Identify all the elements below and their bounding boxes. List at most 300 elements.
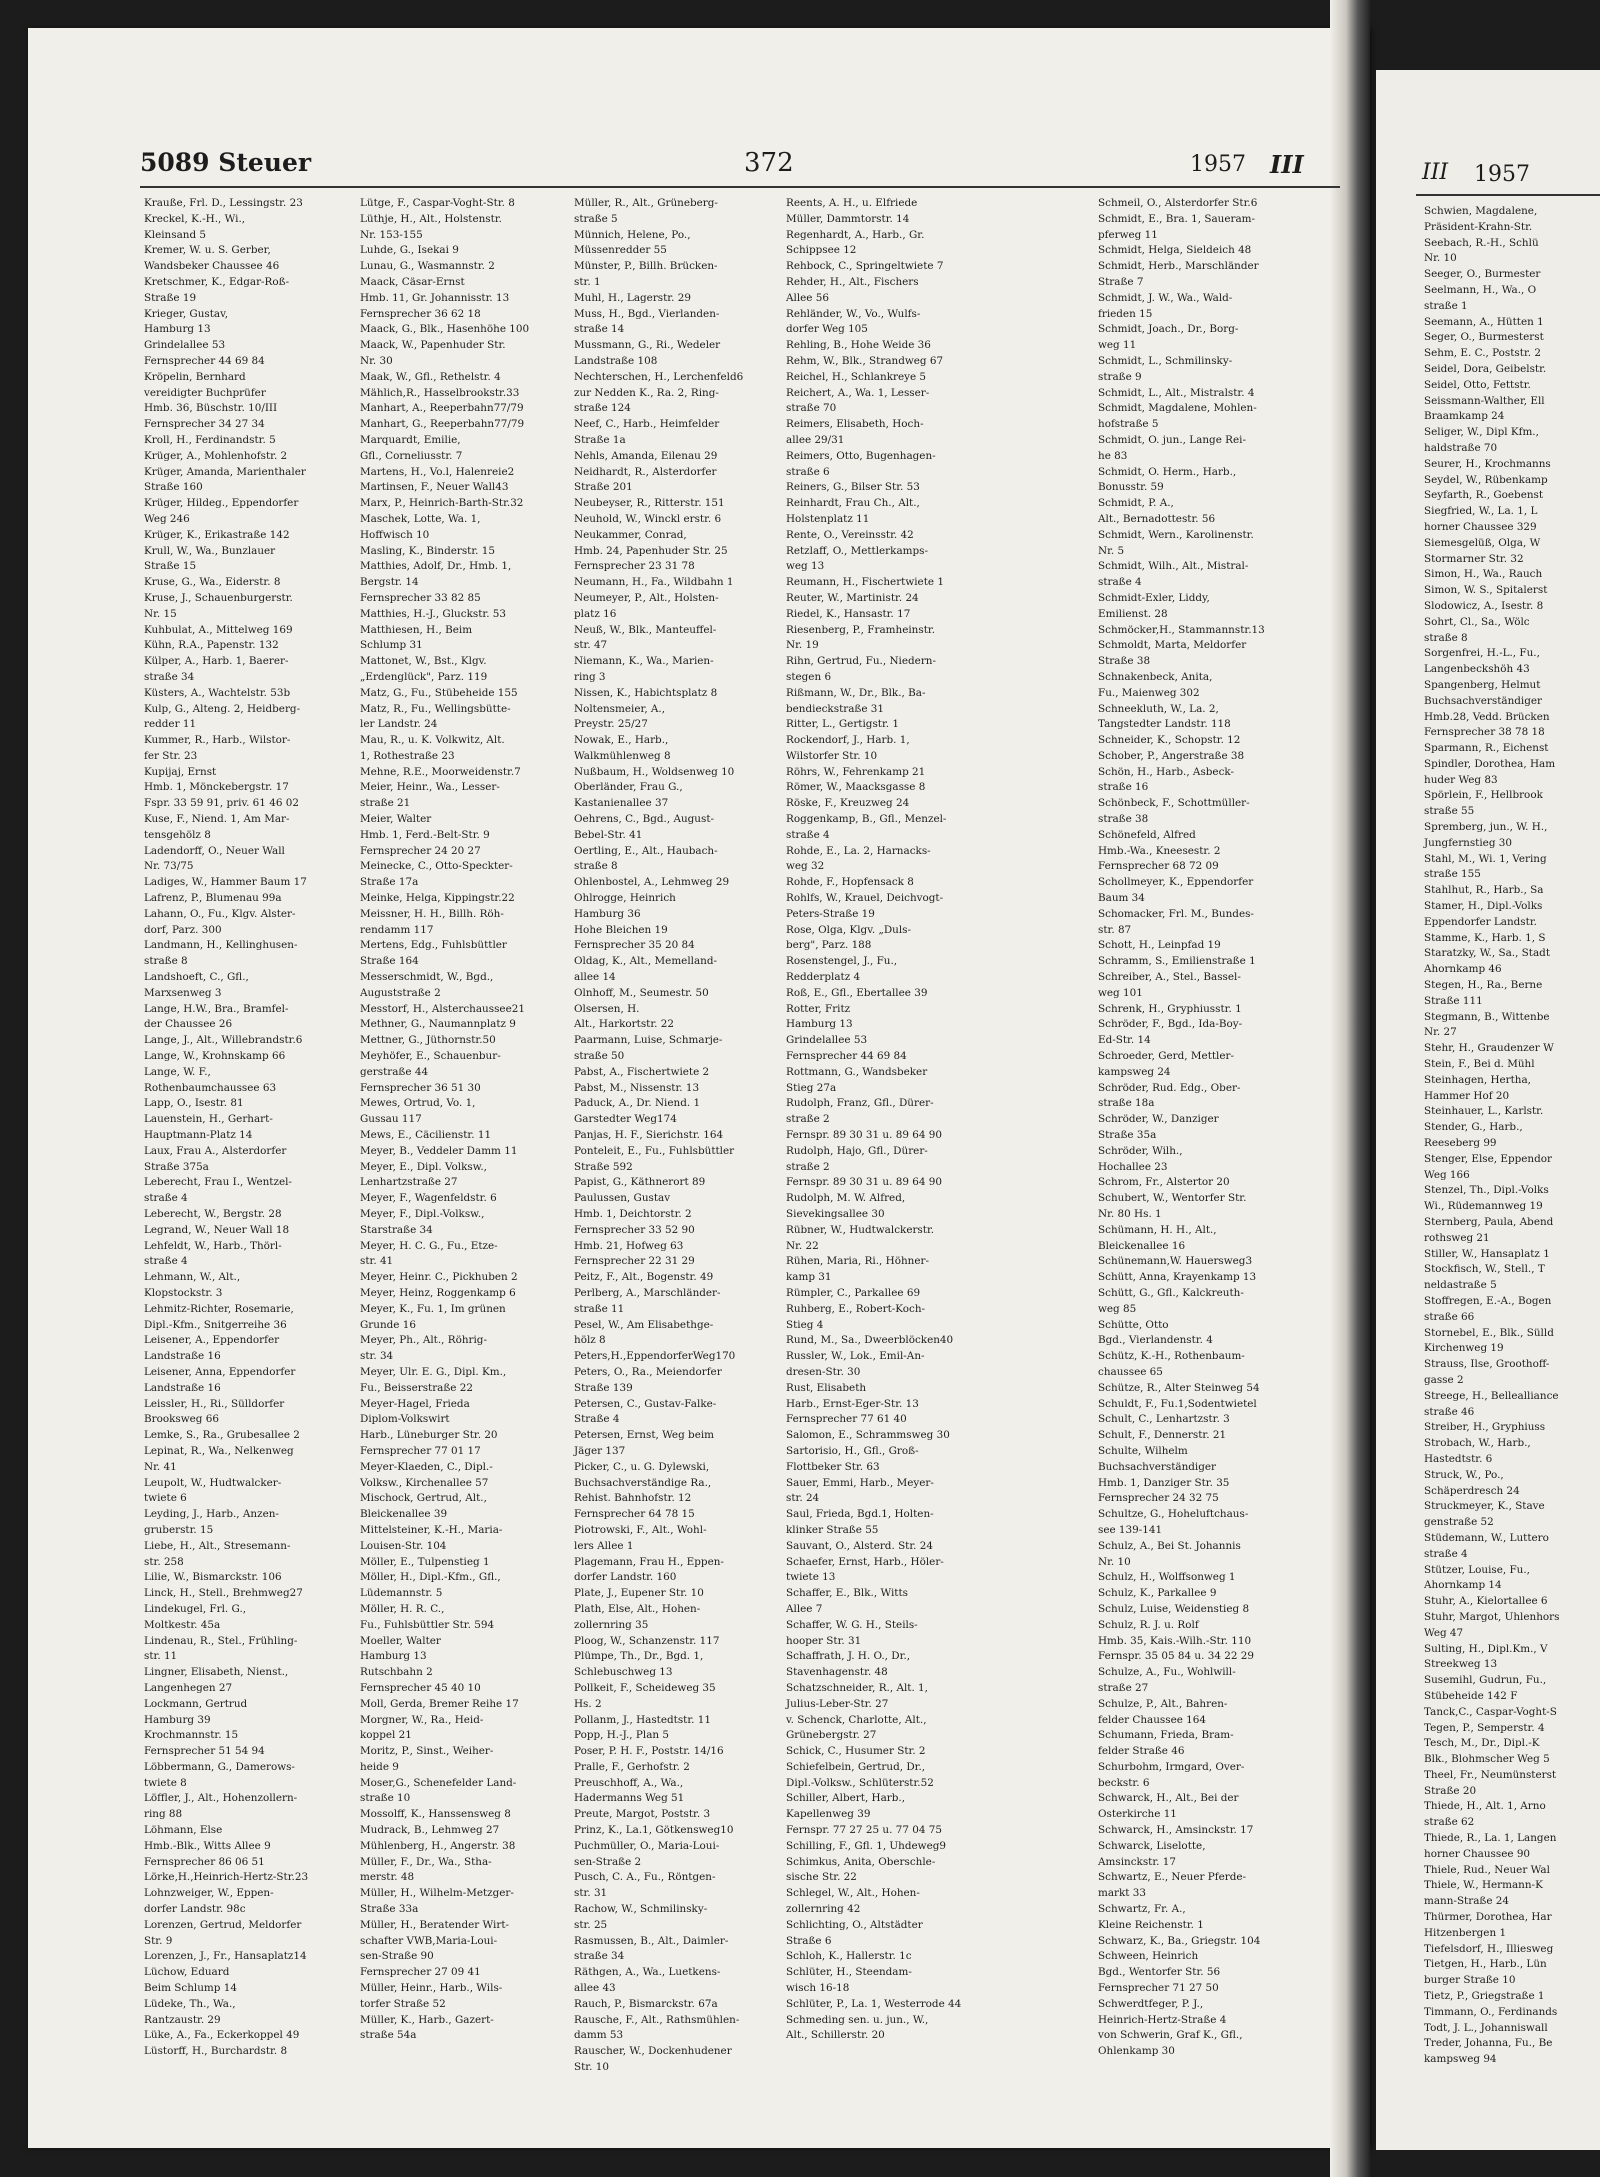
right-page-header-rule bbox=[1416, 194, 1600, 196]
directory-entry-line: Reents, A. H., u. Elfriede bbox=[786, 197, 918, 209]
directory-entry-line: Rübner, W., Hudtwalckerstr. bbox=[786, 1223, 935, 1236]
directory-entry-line: Bonusstr. 59 bbox=[1098, 481, 1164, 494]
directory-entry-line: Alt., Harkortstr. 22 bbox=[574, 1018, 674, 1031]
directory-entry-line: Diplom-Volkswirt bbox=[360, 1413, 450, 1426]
directory-entry-line: straße 4 bbox=[144, 1255, 188, 1268]
directory-entry-line: Harb., Ernst-Eger-Str. 13 bbox=[786, 1397, 919, 1410]
directory-entry-line: Schulz, K., Parkallee 9 bbox=[1098, 1587, 1217, 1600]
directory-entry-line: Langenbeckshöh 43 bbox=[1424, 663, 1530, 676]
directory-entry-line: Papist, G., Käthnerort 89 bbox=[574, 1176, 706, 1189]
directory-entry-line: Möller, H. R. C., bbox=[360, 1602, 445, 1615]
directory-entry-line: Leupolt, W., Hudtwalcker- bbox=[144, 1476, 282, 1489]
directory-entry-line: Schmöcker,H., Stammannstr.13 bbox=[1098, 623, 1265, 636]
directory-entry-line: Seydel, W., Rübenkamp bbox=[1424, 473, 1548, 486]
directory-entry-line: Seger, O., Burmesterst bbox=[1424, 331, 1544, 344]
directory-entry-line: Osterkirche 11 bbox=[1098, 1808, 1177, 1821]
directory-entry-line: Fernsprecher 34 27 34 bbox=[144, 418, 265, 431]
directory-entry-line: dresen-Str. 30 bbox=[786, 1365, 861, 1378]
directory-entry-line: Schiller, Albert, Harb., bbox=[786, 1792, 906, 1805]
directory-entry-line: Kühn, R.A., Papenstr. 132 bbox=[144, 639, 279, 652]
directory-entry-line: Lüdeke, Th., Wa., bbox=[144, 1997, 236, 2010]
directory-entry-line: Walkmühlenweg 8 bbox=[574, 749, 671, 762]
directory-entry-line: Mattonet, W., Bst., Klgv. bbox=[360, 655, 487, 668]
directory-entry-line: Küsters, A., Wachtelstr. 53b bbox=[144, 686, 291, 699]
directory-entry-line: Pollanm, J., Hastedtstr. 11 bbox=[574, 1713, 711, 1726]
directory-entry-line: Fernsprecher 36 62 18 bbox=[360, 307, 481, 320]
directory-entry-line: Kummer, R., Harb., Wilstor- bbox=[144, 734, 291, 747]
directory-entry-line: weg 85 bbox=[1098, 1302, 1137, 1315]
directory-entry-line: Schilling, F., Gfl. 1, Uhdeweg9 bbox=[786, 1839, 946, 1852]
directory-entry-line: Poser, P. H. F., Poststr. 14/16 bbox=[574, 1745, 724, 1758]
directory-entry-line: Hitzenbergen 1 bbox=[1424, 1926, 1507, 1939]
directory-entry-line: Petersen, C., Gustav-Falke- bbox=[574, 1397, 717, 1410]
directory-entry-line: Redderplatz 4 bbox=[786, 971, 861, 984]
directory-entry-line: Heinrich-Hertz-Straße 4 bbox=[1098, 2013, 1227, 2026]
directory-entry-line: Tegen, P., Semperstr. 4 bbox=[1424, 1721, 1545, 1734]
directory-entry-line: Hastedtstr. 6 bbox=[1424, 1452, 1493, 1465]
directory-entry-line: Reichel, H., Schlankreye 5 bbox=[786, 370, 927, 383]
directory-entry-line: Meyer-Klaeden, C., Dipl.- bbox=[360, 1460, 493, 1473]
directory-entry-line: Ruhberg, E., Robert-Koch- bbox=[786, 1302, 926, 1315]
directory-entry-line: Fernsprecher 22 31 29 bbox=[574, 1255, 695, 1268]
page-volume: III bbox=[1270, 150, 1304, 179]
directory-entry-line: Meinecke, C., Otto-Speckter- bbox=[360, 860, 513, 873]
directory-entry-line: Rehling, B., Hohe Weide 36 bbox=[786, 339, 931, 352]
directory-entry-line: Olsersen, H. bbox=[574, 1002, 640, 1015]
directory-entry-line: Krüger, K., Erikastraße 142 bbox=[144, 528, 290, 541]
directory-entry-line: damm 53 bbox=[574, 2029, 624, 2042]
directory-entry-line: Picker, C., u. G. Dylewski, bbox=[574, 1460, 710, 1473]
directory-entry-line: straße 66 bbox=[1424, 1310, 1475, 1323]
directory-entry-line: Schütt, G., Gfl., Kalckreuth- bbox=[1098, 1286, 1244, 1299]
directory-entry-line: Ahornkamp 14 bbox=[1424, 1579, 1502, 1592]
directory-entry-line: Rottmann, G., Wandsbeker bbox=[786, 1065, 928, 1078]
directory-entry-line: Rohde, E., La. 2, Harnacks- bbox=[786, 844, 931, 857]
directory-entry-line: Martinsen, F., Neuer Wall43 bbox=[360, 481, 509, 494]
directory-entry-line: Krüger, A., Mohlenhofstr. 2 bbox=[144, 449, 288, 462]
directory-entry-line: Stüdemann, W., Luttero bbox=[1424, 1531, 1549, 1544]
directory-entry-line: Maack, Cäsar-Ernst bbox=[360, 275, 465, 288]
directory-entry-line: Lüdemannstr. 5 bbox=[360, 1587, 443, 1600]
directory-entry-line: Rohlfs, W., Krauel, Deichvogt- bbox=[786, 892, 944, 905]
directory-entry-line: straße 18a bbox=[1098, 1097, 1155, 1110]
directory-entry-line: Meyer, F., Wagenfeldstr. 6 bbox=[360, 1192, 497, 1205]
directory-entry-line: Straße 38 bbox=[1098, 655, 1151, 668]
directory-entry-line: Müller, H., Wilhelm-Metzger- bbox=[360, 1887, 514, 1900]
directory-entry-line: Moltkestr. 45a bbox=[144, 1618, 221, 1631]
directory-entry-line: Lütge, F., Caspar-Voght-Str. 8 bbox=[360, 197, 515, 209]
directory-entry-line: Mudrack, B., Lehmweg 27 bbox=[360, 1824, 500, 1837]
directory-entry-line: Brooksweg 66 bbox=[144, 1413, 219, 1426]
directory-entry-line: Meyer, Ulr. E. G., Dipl. Km., bbox=[360, 1365, 507, 1378]
directory-entry-line: Timmann, O., Ferdinands bbox=[1424, 2005, 1558, 2018]
directory-entry-line: Schneider, K., Schopstr. 12 bbox=[1098, 734, 1241, 747]
directory-entry-line: Lindenau, R., Stel., Frühling- bbox=[144, 1634, 298, 1647]
directory-entry-line: Landstraße 16 bbox=[144, 1381, 221, 1394]
directory-entry-line: Schloh, K., Hallerstr. 1c bbox=[786, 1950, 912, 1963]
directory-entry-line: twiete 13 bbox=[786, 1571, 836, 1584]
directory-entry-line: von Schwerin, Graf K., Gfl., bbox=[1098, 2029, 1243, 2042]
directory-entry-line: Moritz, P., Sinst., Weiher- bbox=[360, 1745, 494, 1758]
directory-entry-line: Oldag, K., Alt., Memelland- bbox=[574, 955, 718, 968]
directory-entry-line: Lindekugel, Frl. G., bbox=[144, 1602, 247, 1615]
directory-entry-line: weg 101 bbox=[1098, 986, 1143, 999]
directory-entry-line: Schulze, A., Fu., Wohlwill- bbox=[1098, 1666, 1236, 1679]
directory-entry-line: Struck, W., Po., bbox=[1424, 1468, 1504, 1481]
directory-entry-line: Fernsprecher 51 54 94 bbox=[144, 1745, 265, 1758]
directory-entry-line: Schütze, R., Alter Steinweg 54 bbox=[1098, 1381, 1260, 1394]
directory-entry-line: Fernsprecher 77 01 17 bbox=[360, 1444, 481, 1457]
directory-entry-line: str. 1 bbox=[574, 275, 601, 288]
directory-entry-line: Spörlein, F., Hellbrook bbox=[1424, 789, 1543, 802]
directory-entry-line: hofstraße 5 bbox=[1098, 418, 1159, 431]
directory-entry-line: Schmidt, E., Bra. 1, Saueram- bbox=[1098, 212, 1256, 225]
directory-entry-line: Schütt, Anna, Krayenkamp 13 bbox=[1098, 1271, 1257, 1284]
directory-entry-line: Buchsachverständiger bbox=[1424, 694, 1543, 707]
directory-entry-line: str. 24 bbox=[786, 1492, 820, 1505]
directory-entry-line: Meyhöfer, E., Schauenbur- bbox=[360, 1050, 501, 1063]
directory-entry-line: Meier, Walter bbox=[360, 813, 432, 826]
directory-entry-line: koppel 21 bbox=[360, 1729, 412, 1742]
directory-entry-line: Lüstorff, H., Burchardstr. 8 bbox=[144, 2045, 288, 2058]
directory-entry-line: Lohnzweiger, W., Eppen- bbox=[144, 1887, 274, 1900]
directory-entry-line: Grindelallee 53 bbox=[144, 339, 226, 352]
directory-entry-line: Sternberg, Paula, Abend bbox=[1424, 1216, 1554, 1228]
directory-entry-line: Blk., Blohmscher Weg 5 bbox=[1424, 1753, 1550, 1766]
directory-entry-line: Manhart, G., Reeperbahn77/79 bbox=[360, 418, 525, 431]
directory-entry-line: Ritter, L., Gertigstr. 1 bbox=[786, 718, 900, 731]
directory-entry-line: Schatzschneider, R., Alt. 1, bbox=[786, 1681, 928, 1694]
directory-entry-line: Oberländer, Frau G., bbox=[574, 781, 683, 794]
page-number: 372 bbox=[744, 148, 794, 178]
directory-entry-line: Tangstedter Landstr. 118 bbox=[1098, 718, 1231, 731]
directory-entry-line: Volksw., Kirchenallee 57 bbox=[360, 1476, 489, 1489]
directory-entry-line: markt 33 bbox=[1098, 1887, 1147, 1900]
directory-entry-line: Messerschmidt, W., Bgd., bbox=[360, 971, 494, 984]
directory-entry-line: Schwien, Magdalene, bbox=[1424, 205, 1538, 217]
directory-entry-line: allee 29/31 bbox=[786, 433, 845, 446]
directory-entry-line: Hmb. 1, Danziger Str. 35 bbox=[1098, 1476, 1230, 1489]
directory-entry-line: Thiede, H., Alt. 1, Arno bbox=[1424, 1800, 1546, 1813]
directory-entry-line: Sparmann, R., Eichenst bbox=[1424, 742, 1549, 755]
directory-entry-line: Schwarck, H., Alt., Bei der bbox=[1098, 1792, 1239, 1805]
directory-entry-line: straße 34 bbox=[574, 1950, 625, 1963]
directory-entry-line: Mewes, Ortrud, Vo. 1, bbox=[360, 1097, 476, 1110]
directory-entry-line: Straße 7 bbox=[1098, 275, 1144, 288]
directory-entry-line: Lehmitz-Richter, Rosemarie, bbox=[144, 1302, 294, 1315]
directory-entry-line: Allee 56 bbox=[786, 291, 829, 304]
directory-entry-line: Harb., Lüneburger Str. 20 bbox=[360, 1429, 498, 1442]
directory-entry-line: Meyer-Hagel, Frieda bbox=[360, 1397, 470, 1410]
directory-entry-line: straße 11 bbox=[574, 1302, 625, 1315]
directory-entry-line: Münster, P., Billh. Brücken- bbox=[574, 260, 718, 273]
directory-entry-line: Pralle, F., Gerhofstr. 2 bbox=[574, 1760, 690, 1773]
directory-entry-line: Landstraße 16 bbox=[144, 1350, 221, 1363]
directory-entry-line: Siemesgelüß, Olga, W bbox=[1424, 536, 1541, 549]
directory-entry-line: Seliger, W., Dipl Kfm., bbox=[1424, 426, 1539, 439]
directory-entry-line: Hohe Bleichen 19 bbox=[574, 923, 668, 936]
directory-entry-line: Jäger 137 bbox=[574, 1444, 626, 1457]
directory-entry-line: Schmidt, L., Schmilinsky- bbox=[1098, 354, 1233, 367]
directory-entry-line: Stamer, H., Dipl.-Volks bbox=[1424, 900, 1543, 913]
directory-entry-line: felder Straße 46 bbox=[1098, 1745, 1185, 1758]
directory-entry-line: Krochmannstr. 15 bbox=[144, 1729, 239, 1742]
directory-entry-line: hooper Str. 31 bbox=[786, 1634, 862, 1647]
directory-entry-line: Schwarck, H., Amsinckstr. 17 bbox=[1098, 1824, 1254, 1837]
directory-entry-line: Lahann, O., Fu., Klgv. Alster- bbox=[144, 907, 296, 920]
directory-entry-line: Schrenk, H., Gryphiusstr. 1 bbox=[1098, 1002, 1242, 1015]
directory-entry-line: straße 2 bbox=[786, 1160, 830, 1173]
directory-entry-line: ler Landstr. 24 bbox=[360, 718, 438, 731]
directory-entry-line: Müller, Dammtorstr. 14 bbox=[786, 212, 910, 225]
directory-entry-line: Schultze, G., Hoheluftchaus- bbox=[1098, 1508, 1249, 1521]
directory-entry-line: Paulussen, Gustav bbox=[574, 1192, 671, 1205]
directory-entry-line: Schütz, K.-H., Rothenbaum- bbox=[1098, 1350, 1245, 1363]
directory-entry-line: Lange, J., Alt., Willebrandstr.6 bbox=[144, 1034, 303, 1047]
directory-entry-line: Schmidt, O. jun., Lange Rei- bbox=[1098, 433, 1246, 446]
directory-entry-line: dorfer Weg 105 bbox=[786, 323, 868, 336]
directory-entry-line: Kleinsand 5 bbox=[144, 228, 207, 241]
directory-entry-line: Bgd., Vierlandenstr. 4 bbox=[1098, 1334, 1213, 1347]
directory-entry-line: Krüger, Amanda, Marienthaler bbox=[144, 465, 306, 478]
directory-entry-line: Kirchenweg 19 bbox=[1424, 1342, 1504, 1355]
directory-entry-line: gasse 2 bbox=[1424, 1373, 1464, 1386]
directory-entry-line: dorfer Landstr. 98c bbox=[144, 1903, 246, 1916]
directory-entry-line: gruberstr. 15 bbox=[144, 1523, 214, 1536]
directory-entry-line: Schick, C., Husumer Str. 2 bbox=[786, 1745, 926, 1758]
directory-entry-line: Neuß, W., Blk., Manteuffel- bbox=[574, 623, 717, 636]
directory-entry-line: Ponteleit, E., Fu., Fuhlsbüttler bbox=[574, 1144, 735, 1157]
directory-entry-line: straße 54a bbox=[360, 2029, 417, 2042]
directory-entry-line: mann-Straße 24 bbox=[1424, 1895, 1510, 1908]
directory-entry-line: Meinke, Helga, Kippingstr.22 bbox=[360, 892, 515, 905]
directory-entry-line: Fernsprecher 38 78 18 bbox=[1424, 726, 1545, 739]
directory-entry-line: Peters, O., Ra., Meiendorfer bbox=[574, 1365, 722, 1378]
directory-entry-line: Puchmüller, O., Maria-Loui- bbox=[574, 1839, 720, 1852]
directory-entry-line: straße 155 bbox=[1424, 868, 1481, 881]
directory-entry-line: fer Str. 23 bbox=[144, 749, 198, 762]
directory-entry-line: Matz, R., Fu., Wellingsbütte- bbox=[360, 702, 511, 715]
directory-entry-line: Schwartz, Fr. A., bbox=[1098, 1903, 1186, 1916]
directory-entry-line: Schiefelbein, Gertrud, Dr., bbox=[786, 1760, 926, 1773]
directory-entry-line: Thiede, R., La. 1, Langen bbox=[1424, 1832, 1557, 1845]
directory-entry-line: Reimers, Elisabeth, Hoch- bbox=[786, 418, 924, 431]
directory-entry-line: Schröder, F., Bgd., Ida-Boy- bbox=[1098, 1018, 1243, 1031]
directory-entry-line: Fernspr. 89 30 31 u. 89 64 90 bbox=[786, 1129, 943, 1142]
directory-entry-line: huder Weg 83 bbox=[1424, 773, 1498, 786]
directory-entry-line: genstraße 52 bbox=[1424, 1516, 1494, 1529]
directory-entry-line: Rose, Olga, Klgv. „Duls- bbox=[786, 923, 912, 936]
directory-entry-line: Masling, K., Binderstr. 15 bbox=[360, 544, 496, 557]
directory-entry-line: Rudolph, Hajo, Gfl., Dürer- bbox=[786, 1144, 928, 1157]
directory-entry-line: Hamburg 36 bbox=[574, 907, 641, 920]
directory-entry-line: straße 16 bbox=[1098, 781, 1149, 794]
directory-entry-line: Schulze, P., Alt., Bahren- bbox=[1098, 1697, 1228, 1710]
directory-entry-line: Messtorf, H., Alsterchaussee21 bbox=[360, 1002, 525, 1015]
directory-entry-line: rendamm 117 bbox=[360, 923, 434, 936]
directory-entry-line: Neef, C., Harb., Heimfelder bbox=[574, 418, 720, 431]
directory-entry-line: Flottbeker Str. 63 bbox=[786, 1460, 880, 1473]
directory-entry-line: hölz 8 bbox=[574, 1334, 606, 1347]
directory-entry-line: Maack, G., Blk., Hasenhöhe 100 bbox=[360, 323, 530, 336]
directory-entry-line: Schulz, H., Wolffsonweg 1 bbox=[1098, 1571, 1236, 1584]
directory-entry-line: Allee 7 bbox=[786, 1602, 823, 1615]
directory-entry-line: Rasmussen, B., Alt., Daimler- bbox=[574, 1934, 729, 1947]
directory-entry-line: Plümpe, Th., Dr., Bgd. 1, bbox=[574, 1650, 704, 1663]
directory-entry-line: Bergstr. 14 bbox=[360, 576, 419, 589]
directory-entry-line: Lüchow, Eduard bbox=[144, 1966, 230, 1979]
directory-entry-line: Straße 160 bbox=[144, 481, 203, 494]
directory-entry-line: Ed-Str. 14 bbox=[1098, 1034, 1151, 1047]
directory-entry-line: Popp, H.-J., Plan 5 bbox=[574, 1729, 669, 1742]
directory-entry-line: Stiller, W., Hansaplatz 1 bbox=[1424, 1247, 1550, 1260]
directory-entry-line: Landshoeft, C., Gfl., bbox=[144, 971, 249, 984]
directory-entry-line: Krüger, Hildeg., Eppendorfer bbox=[144, 497, 299, 510]
directory-entry-line: Neumann, H., Fa., Wildbahn 1 bbox=[574, 576, 734, 589]
directory-entry-line: Pollkeit, F., Scheideweg 35 bbox=[574, 1681, 716, 1694]
directory-entry-line: Röske, F., Kreuzweg 24 bbox=[786, 797, 910, 810]
directory-entry-line: Nr. 73/75 bbox=[144, 860, 194, 873]
directory-entry-line: Nr. 41 bbox=[144, 1460, 177, 1473]
page-section-title: 5089 Steuer bbox=[140, 148, 312, 177]
directory-entry-line: Olnhoff, M., Seumestr. 50 bbox=[574, 986, 709, 999]
directory-entry-line: Bleickenallee 39 bbox=[360, 1508, 448, 1521]
directory-entry-line: Reuter, W., Martinistr. 24 bbox=[786, 591, 919, 604]
directory-entry-line: Meyer, E., Dipl. Volksw., bbox=[360, 1160, 487, 1173]
directory-entry-line: Fernsprecher 23 31 78 bbox=[574, 560, 695, 573]
directory-entry-line: Stahl, M., Wi. 1, Vering bbox=[1424, 852, 1547, 865]
directory-entry-line: Krieger, Gustav, bbox=[144, 307, 229, 320]
directory-entry-line: Schlegel, W., Alt., Hohen- bbox=[786, 1887, 920, 1900]
directory-entry-line: Schmidt, J. W., Wa., Wald- bbox=[1098, 291, 1233, 304]
directory-entry-line: Stützer, Louise, Fu., bbox=[1424, 1563, 1530, 1576]
directory-entry-line: Müssenredder 55 bbox=[574, 244, 667, 257]
directory-entry-line: Fernsprecher 71 27 50 bbox=[1098, 1982, 1219, 1995]
directory-entry-line: Sievekingsallee 30 bbox=[786, 1208, 885, 1220]
directory-entry-line: Löhmann, Else bbox=[144, 1824, 223, 1837]
directory-entry-line: Linck, H., Stell., Brehmweg27 bbox=[144, 1587, 303, 1600]
directory-entry-line: v. Schenck, Charlotte, Alt., bbox=[786, 1713, 927, 1726]
directory-entry-line: Reeseberg 99 bbox=[1424, 1137, 1497, 1150]
directory-entry-line: Schurbohm, Irmgard, Over- bbox=[1098, 1760, 1245, 1773]
directory-entry-line: Stenger, Else, Eppendor bbox=[1424, 1152, 1552, 1165]
directory-entry-line: Schön, H., Harb., Asbeck- bbox=[1098, 765, 1235, 778]
directory-entry-line: Stegen, H., Ra., Berne bbox=[1424, 979, 1543, 992]
directory-entry-line: Susemihl, Gudrun, Fu., bbox=[1424, 1674, 1547, 1687]
directory-entry-line: Schreiber, A., Stel., Bassel- bbox=[1098, 971, 1241, 984]
directory-entry-line: Rehbock, C., Springeltwiete 7 bbox=[786, 260, 944, 273]
directory-entry-line: straße 4 bbox=[1098, 576, 1142, 589]
directory-entry-line: Schmeding sen. u. jun., W., bbox=[786, 2013, 929, 2026]
directory-entry-line: Salomon, E., Schrammsweg 30 bbox=[786, 1429, 950, 1442]
directory-entry-line: Moser,G., Schenefelder Land- bbox=[360, 1776, 517, 1789]
directory-entry-line: Wi., Rüdemannweg 19 bbox=[1424, 1200, 1543, 1213]
directory-entry-line: Louisen-Str. 104 bbox=[360, 1539, 447, 1552]
directory-entry-line: Wandsbeker Chaussee 46 bbox=[144, 260, 280, 273]
column-4 bbox=[786, 196, 1086, 2044]
directory-entry-line: heide 9 bbox=[360, 1760, 399, 1773]
column-2 bbox=[360, 196, 565, 2044]
directory-entry-line: see 139-141 bbox=[1098, 1523, 1163, 1536]
directory-entry-line: Nußbaum, H., Woldsenweg 10 bbox=[574, 765, 735, 778]
directory-entry-line: Ladendorff, O., Neuer Wall bbox=[144, 844, 285, 857]
directory-entry-line: Schlüter, H., Steendam- bbox=[786, 1966, 912, 1979]
directory-entry-line: Stuhr, A., Kielortallee 6 bbox=[1424, 1595, 1548, 1608]
directory-entry-line: Rauch, P., Bismarckstr. 67a bbox=[574, 1997, 718, 2010]
directory-entry-line: Riesenberg, P., Framheinstr. bbox=[786, 623, 936, 636]
directory-entry-line: Roß, E., Gfl., Ebertallee 39 bbox=[786, 986, 928, 999]
directory-entry-line: Simon, W. S., Spitalerst bbox=[1424, 584, 1548, 597]
directory-entry-line: Rosenstengel, J., Fu., bbox=[786, 955, 898, 968]
directory-entry-line: Hmb. 11, Gr. Johannisstr. 13 bbox=[360, 291, 510, 304]
directory-entry-line: Rutschbahn 2 bbox=[360, 1666, 433, 1679]
directory-entry-line: Schünemann,W. Hauersweg3 bbox=[1098, 1255, 1253, 1268]
directory-entry-line: Schönefeld, Alfred bbox=[1098, 828, 1196, 841]
directory-entry-line: Marquardt, Emilie, bbox=[360, 433, 461, 446]
directory-entry-line: Starstraße 34 bbox=[360, 1223, 433, 1236]
directory-entry-line: Schuldt, F., Fu.1,Sodentwietel bbox=[1098, 1397, 1257, 1410]
directory-entry-line: Fernspr. 35 05 84 u. 34 22 29 bbox=[1098, 1650, 1255, 1663]
directory-entry-line: neldastraße 5 bbox=[1424, 1279, 1497, 1292]
directory-entry-line: Muss, H., Bgd., Vierlanden- bbox=[574, 307, 720, 320]
directory-entry-line: Seyfarth, R., Goebenst bbox=[1424, 489, 1544, 502]
directory-entry-line: Hmb.-Wa., Kneesestr. 2 bbox=[1098, 844, 1221, 857]
directory-entry-line: Leberecht, Frau I., Wentzel- bbox=[144, 1176, 292, 1189]
directory-entry-line: Luhde, G., Isekai 9 bbox=[360, 244, 459, 257]
directory-entry-line: Oehrens, C., Bgd., August- bbox=[574, 813, 714, 826]
directory-entry-line: Schlump 31 bbox=[360, 639, 423, 652]
directory-entry-line: Piotrowski, F., Alt., Wohl- bbox=[574, 1523, 707, 1536]
directory-entry-line: Auguststraße 2 bbox=[360, 986, 441, 999]
directory-entry-line: Fspr. 33 59 91, priv. 61 46 02 bbox=[144, 797, 299, 810]
directory-entry-line: weg 13 bbox=[786, 560, 825, 573]
directory-entry-line: Schwarck, Liselotte, bbox=[1098, 1839, 1206, 1852]
directory-entry-line: lers Allee 1 bbox=[574, 1539, 634, 1552]
directory-entry-line: Schwartz, E., Neuer Pferde- bbox=[1098, 1871, 1247, 1884]
directory-entry-line: Kremer, W. u. S. Gerber, bbox=[144, 244, 271, 257]
directory-entry-line: rothsweg 21 bbox=[1424, 1231, 1490, 1244]
directory-entry-line: Kuse, F., Niend. 1, Am Mar- bbox=[144, 813, 290, 826]
directory-entry-line: he 83 bbox=[1098, 449, 1128, 462]
directory-entry-line: zur Nedden K., Ra. 2, Ring- bbox=[574, 386, 719, 399]
directory-entry-line: Nr. 27 bbox=[1424, 1026, 1457, 1039]
directory-entry-line: Julius-Leber-Str. 27 bbox=[786, 1697, 889, 1710]
directory-entry-line: Spangenberg, Helmut bbox=[1424, 678, 1541, 691]
directory-entry-line: Stahlhut, R., Harb., Sa bbox=[1424, 884, 1544, 897]
directory-entry-line: Möller, H., Dipl.-Kfm., Gfl., bbox=[360, 1571, 501, 1584]
directory-entry-line: Lüke, A., Fa., Eckerkoppel 49 bbox=[144, 2029, 300, 2042]
directory-entry-line: Rockendorf, J., Harb. 1, bbox=[786, 734, 910, 747]
directory-entry-line: Hauptmann-Platz 14 bbox=[144, 1129, 253, 1142]
directory-entry-line: Ladiges, W., Hammer Baum 17 bbox=[144, 876, 307, 889]
directory-entry-line: Hamburg 13 bbox=[786, 1018, 853, 1031]
directory-entry-line: Garstedter Weg174 bbox=[574, 1113, 677, 1126]
directory-entry-line: weg 11 bbox=[1098, 339, 1137, 352]
directory-entry-line: Schröder, Wilh., bbox=[1098, 1144, 1183, 1157]
directory-entry-line: Thiele, Rud., Neuer Wal bbox=[1424, 1863, 1550, 1876]
directory-entry-line: Siegfried, W., La. 1, L bbox=[1424, 505, 1538, 518]
directory-entry-line: Todt, J. L., Johanniswall bbox=[1424, 2021, 1548, 2034]
directory-entry-line: Schmoldt, Marta, Meldorfer bbox=[1098, 639, 1247, 652]
directory-entry-line: allee 14 bbox=[574, 971, 616, 984]
directory-entry-line: Mehne, R.E., Moorweidenstr.7 bbox=[360, 765, 521, 778]
directory-entry-line: Fernsprecher 36 51 30 bbox=[360, 1081, 481, 1094]
directory-entry-line: Schubert, W., Wentorfer Str. bbox=[1098, 1192, 1247, 1205]
directory-entry-line: Fernsprecher 44 69 84 bbox=[786, 1050, 907, 1063]
directory-entry-line: Seissmann-Walther, Ell bbox=[1424, 394, 1545, 407]
directory-entry-line: Hmb. 36, Büschstr. 10/III bbox=[144, 402, 278, 415]
directory-entry-line: Rümpler, C., Parkallee 69 bbox=[786, 1286, 921, 1299]
